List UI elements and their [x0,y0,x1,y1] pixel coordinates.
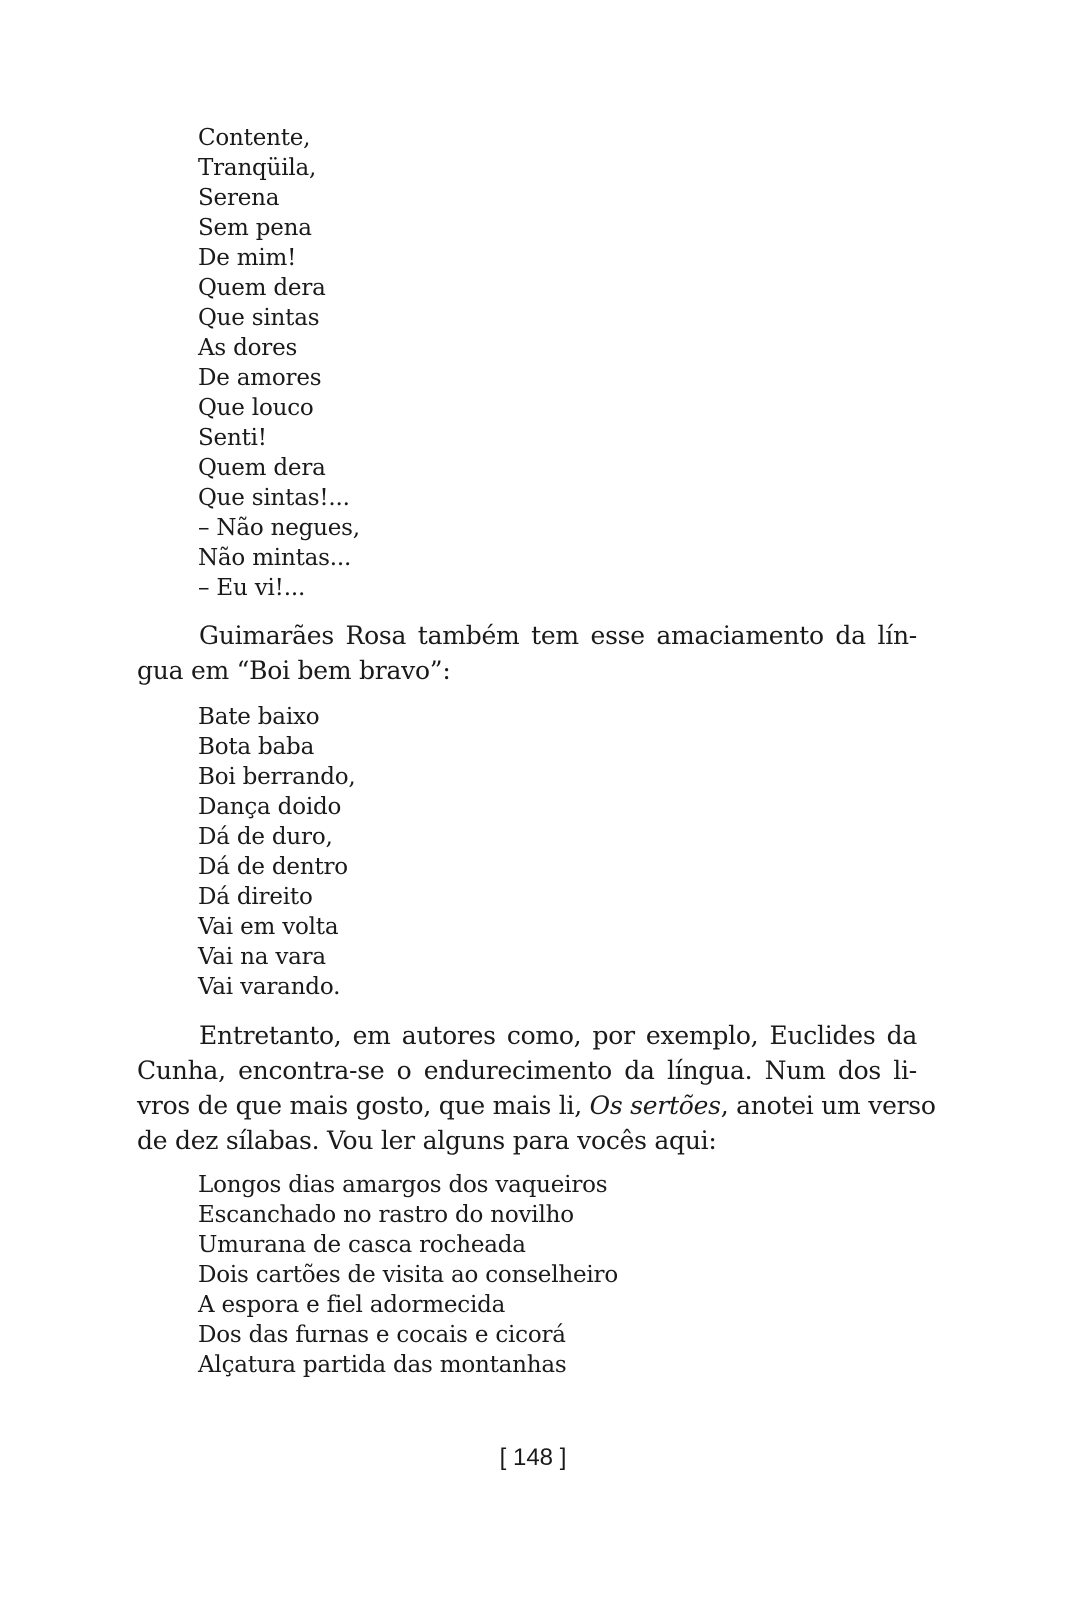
verse-line: Dá de dentro [198,854,348,880]
paragraph-line: Guimarães Rosa também tem esse amaciamento da lín- [199,621,917,650]
verse-line: Que sintas!... [198,485,350,511]
verse-line: Umurana de casca rocheada [198,1232,526,1258]
body-paragraph-1 [137,618,917,688]
verse-line: Que sintas [198,305,320,331]
verse-line: Bate baixo [198,704,320,730]
verse-line: As dores [198,335,298,361]
verse-line: De mim! [198,245,297,271]
verse-line: Vai varando. [198,974,341,1000]
verse-line: De amores [198,365,322,391]
verse-line: Vai na vara [198,944,326,970]
verse-line: Dois cartões de visita ao conselheiro [198,1262,618,1288]
verse-line: Dá direito [198,884,313,910]
paragraph-line: de dez sílabas. Vou ler alguns para vocês aqui: [137,1126,717,1155]
verse-line: Boi berrando, [198,764,356,790]
verse-line: Sem pena [198,215,312,241]
paragraph-line [137,1088,936,1123]
verse-line: Longos dias amargos dos vaqueiros [198,1172,608,1198]
verse-line: – Não negues, [198,515,360,541]
paragraph-line: Entretanto, em autores como, por exemplo, Euclides da [199,1021,917,1050]
verse-line: Contente, [198,125,311,151]
verse-line: Dá de duro, [198,824,333,850]
verse-line: Tranqüila, [198,155,317,181]
paragraph-line: gua em “Boi bem bravo”: [137,656,451,685]
verse-line: Serena [198,185,280,211]
paragraph-text: vros de que mais gosto, que mais li, [137,1091,590,1120]
verse-line: Quem dera [198,275,326,301]
poem-excerpt-1 [198,123,360,603]
paragraph-text: , anotei um verso [720,1091,936,1120]
verse-line: Dança doido [198,794,342,820]
verse-line: Que louco [198,395,314,421]
verse-line: A espora e fiel adormecida [198,1292,506,1318]
verse-line: – Eu vi!... [198,575,306,601]
poem-excerpt-2 [198,702,356,1002]
paragraph-line: Cunha, encontra-se o endurecimento da língua. Num dos li- [137,1056,917,1085]
poem-excerpt-3 [198,1170,618,1380]
page-number: [ 148 ] [499,1444,567,1471]
verse-line: Senti! [198,425,267,451]
verse-line: Não mintas... [198,545,352,571]
verse-line: Escanchado no rastro do novilho [198,1202,574,1228]
verse-line: Dos das furnas e cocais e cicorá [198,1322,566,1348]
verse-line: Bota baba [198,734,315,760]
book-title: Os sertões [589,1091,721,1120]
verse-line: Vai em volta [198,914,339,940]
body-paragraph-2 [137,1018,936,1158]
verse-line: Alçatura partida das montanhas [198,1352,567,1378]
verse-line: Quem dera [198,455,326,481]
